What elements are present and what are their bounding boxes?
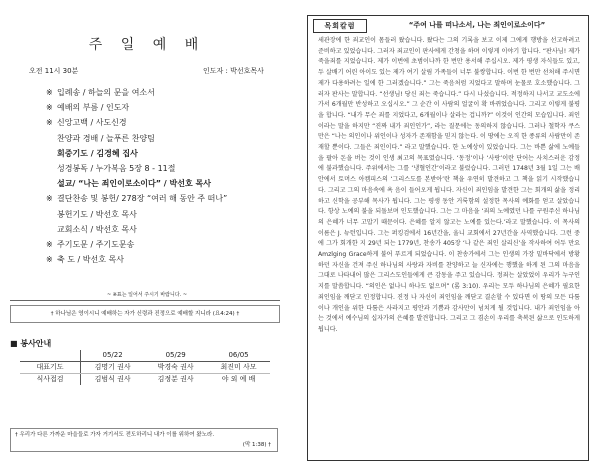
order-text: 설교/ “나는 죄인이로소이다” / 박선호 목사 xyxy=(57,179,211,189)
order-item xyxy=(46,176,286,191)
table-header-row xyxy=(20,350,270,362)
order-text: 축 도 / 박선호 목사 xyxy=(57,255,124,265)
order-item xyxy=(46,146,286,161)
date-cell: 06/05 xyxy=(207,350,270,362)
order-bullet: ※ xyxy=(46,239,53,249)
order-text: 찬양과 경배 / 늘푸른 찬양팀 xyxy=(57,133,155,143)
order-item xyxy=(46,85,286,100)
table-row xyxy=(20,362,270,374)
service-leader: 인도자 : 박선호목사 xyxy=(203,67,264,75)
order-item xyxy=(46,100,286,115)
service-time: 오전 11시 30분 xyxy=(29,67,79,75)
order-text: 예배의 부름 / 인도자 xyxy=(57,103,130,113)
verse-box: † 하나님은 영이시니 예배하는 자가 신령과 진정으로 예배할 지니라 (요4:24) † xyxy=(10,305,280,323)
order-item xyxy=(46,237,286,252)
bottom-verse-box xyxy=(10,428,278,452)
bottom-verse-text: † 우리가 다른 가까운 마을들로 가자 거기서도 전도하리니 내가 이를 위하여 왔노라. xyxy=(15,432,215,438)
order-item xyxy=(46,131,286,146)
worship-order-panel xyxy=(8,0,286,465)
divider xyxy=(10,300,280,301)
column-body xyxy=(318,36,580,336)
order-item xyxy=(46,115,286,130)
order-bullet: ※ xyxy=(46,103,53,113)
table-cell: 박경숙 권사 xyxy=(144,362,207,374)
order-text: 회중기도 / 김경혜 집사 xyxy=(57,148,138,158)
service-schedule-table xyxy=(20,350,270,385)
standing-note: ~ ※표는 일어서 주시기 바랍니다. ~ xyxy=(106,292,188,298)
order-item xyxy=(46,252,286,267)
order-bullet: ※ xyxy=(46,194,53,204)
order-item xyxy=(46,207,286,222)
bottom-verse-ref: (막 1:38) † xyxy=(242,442,271,448)
date-cell: 05/22 xyxy=(81,350,145,362)
order-list xyxy=(46,85,286,267)
order-text: 교회소식 / 박선호 목사 xyxy=(57,224,137,234)
table-row xyxy=(20,374,270,386)
notice-heading: ■ 봉사안내 xyxy=(10,339,52,348)
table-corner xyxy=(20,350,81,362)
row-label: 식사접검 xyxy=(20,374,81,386)
pastor-column-panel xyxy=(307,15,589,461)
order-item xyxy=(46,191,286,206)
column-title: “주여 나를 떠나소서, 나는 죄인이로소이다” xyxy=(408,21,546,29)
column-text: 세관장에 한 죄교인이 몸들러 왔습니다. 왔다는 그의 기록을 보고 이제 그에게 행방을 선고하려고 준비하고 있었습니다. 그러자 죄교인이 판사에게 간청을 하며 이렇게 이야기 합니다. “판사님! 제가 죽을죄를 지었습니다. 제가 이번에 초범이나까 한 번만 용서해 주십시오. 제가 평생 자식들도 있고, 두 살배기 어린 아이도 있는 제가 여기 살림 가족들이 너무 불쌍합니다. 이번 한 번만 선처해 주시면 제가 다용하려는 일에 한 그러겠습니다.” 그는 죽음처럼 지었다고 말하며 눈물로 호소했습니다. 그러자 판사는 말합니다. “선생님! 당신 죄는 죽습니다.” 다시 나섰습니다. 적정하지 나서고 교도소에 가서 6개월만 반성하고 오십시오.” 그 순간 이 사람의 얼굴이 확 바뀌었습니다. 그리고 이렇게 불평을 합니다. “내가 무슨 죄를 지었다고, 6개월이나 살라는 겁니까?” 이것이 인간의 모습입니다. 죄인이라는 말을 하지만 “진짜 내가 죄인인가”, 라는 질문에는 동의하지 않습니다. 그러나 철학자 쿠스만은 “나는 의인이나 위인이나 성자가 존재함을 믿지 않는다. 이 땅에는 오직 한 종류의 사람만이 존재할 뿐이다. 그들은 죄인이다.” 라고 말했습니다. 한 노예상이 있었습니다. 그는 바쁜 삶에 노예들을 팔아 돈을 버는 것이 인생 최고의 목표였습니다. ‘동정’이나 ‘사랑’이란 단어는 사치스러운 감정에 불과했습니다. 주위에서는 그를 ‘냉혈인간’이라고 불렀습니다. 그러던 1748년 3월 1일 그는 배 안에서 토머스 아켐피스의 ‘그리스도를 본받아’란 책을 우연히 발견하고 그 책을 읽기 시작했습니다. 그리고 그의 마음속에 욕 음이 들어오게 됩니다. 자신이 죄인임을 발견한 그는 회개의 삶을 정리하고 신학을 공부해 목사가 됩니다. 그는 평생 동안 거룩함의 설정한 목사의 예화를 얻고 살았습니다. 항상 노예의 불을 되돌보며 인도했습니다. 그는 그 마음을 ‘죄의 노예였던 나를 구원주신 하나님의 은혜가 너무 고맙기 때문이다. 은혜를 알지 않고는 노예를 있는다.’라고 말했습니다. 이 목사의 이름은 J. 뉴턴입니다. 그는 퍼킹검에서 16년간을, 울니 교회에서 27년간을 사역했습니다. 그런 중에 그가 회개한 지 29년 되는 1779년, 찬송가 405장 ‘나 같은 죄인 살리신’을 작사하여 어두 만요 Amzlging Grace하게 불어 푸르게 되었습니다. 이 찬송가에서 그는 인생의 가장 밑바닥에서 방황하던 자신을 건져 주신 하나님의 사랑과 자비를 찬양하고 늘 신자에는 행했을 하게 된 그의 마음을 그대로 나타내어 많은 그리스도인들에게 큰 감동을 주고 있습니다. 정죄는 살았었이 우리가 누구인지를 말씀합니다. “의인은 없나니 하나도 없으며” (롬 3:10). 우리는 모두 하나님의 은혜가 필요한 죄인임을 깨닫고 인정합니다. 진정 나 자신이 죄인임을 깨닫고 결손할 수 있다면 이 땅의 모든 다툼이나 개인을 위한 다툼은 사라지고 평안과 기쁨과 감사만이 넘치게 될 것입니다. 내가 죄인임을 아는 것에서 예수님의 십자가의 은혜를 발견합니다. 그리고 그 겸손이 우리를 축복된 삶으로 인도하게 됩니다. xyxy=(318,37,580,333)
order-text: 봉헌기도 / 박선호 목사 xyxy=(57,209,137,219)
page-title: 주 일 예 배 xyxy=(88,37,206,53)
date-cell: 05/29 xyxy=(144,350,207,362)
order-text: 성경봉독 / 누가복음 5장 8 - 11절 xyxy=(57,163,176,173)
order-text: 결단찬송 및 봉헌/ 278장 “여러 해 동안 주 떠나” xyxy=(57,194,228,204)
table-cell: 야 외 예 배 xyxy=(221,375,256,383)
row-label: 대표기도 xyxy=(20,362,81,374)
order-bullet: ※ xyxy=(46,118,53,128)
table-cell: 최진미 사모 xyxy=(207,362,270,374)
table-cell: 김명기 권사 xyxy=(81,362,145,374)
order-text: 주기도문 / 주기도문송 xyxy=(57,239,135,249)
order-bullet: ※ xyxy=(46,88,53,97)
order-text: 입례송 / 하늘의 문을 여소서 xyxy=(57,88,155,97)
order-item xyxy=(46,222,286,237)
column-badge: 목회칼럼 xyxy=(313,19,367,33)
order-bullet: ※ xyxy=(46,255,53,265)
table-cell: 김범식 권사 xyxy=(94,375,131,383)
order-item xyxy=(46,161,286,176)
table-cell: 김정분 권사 xyxy=(157,375,194,383)
order-text: 신앙고백 / 사도신경 xyxy=(57,118,127,128)
